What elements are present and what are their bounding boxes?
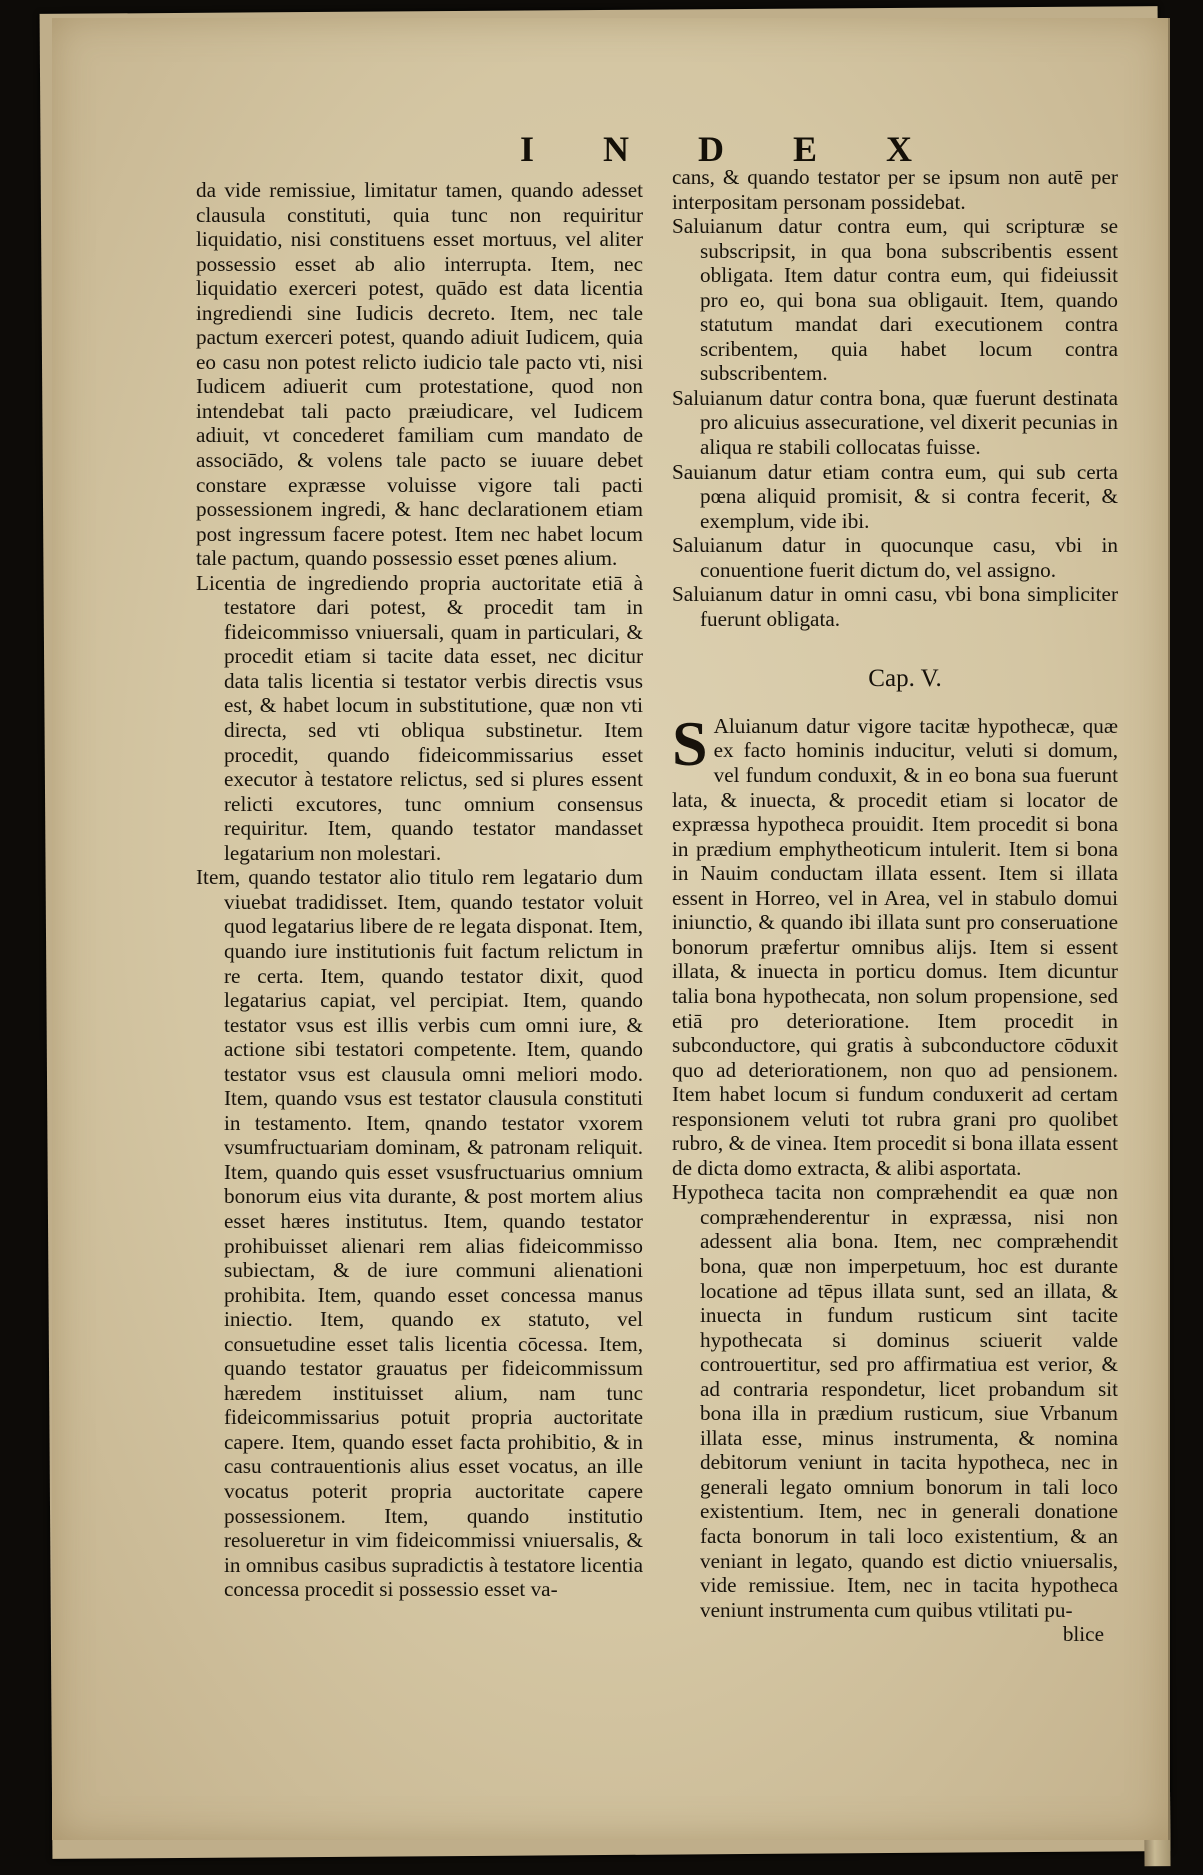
index-entry: Saluianum datur contra eum, qui scripturæ se subscripsit, in qua bona subscribentis essent obligata. Item datur contra eum, qui fideiussit pro eo, qui bona sua obligauit. Item, quando statutum mandat dari executionem contra scribentem, quia habet locum contra subscribentem. — [672, 214, 1118, 386]
index-entry: da vide remissiue, limitatur tamen, quando adesset clausula constituti, quia tunc non requiritur liquidatio, nisi constituens esset mortuus, vel aliter possessio esset ab alio interrupta. Item, nec liquidatio exerceri potest, quādo est data licentia ingrediendi sine Iudicis decreto. Item, nec tale pactum exerceri potest, quando adiuit Iudicem, quia eo casu non potest relicto iudicio tale pacto vti, nisi Iudicem adiuerit cum protestatione, quod non intendebat tali pacto præiudicare, vel Iudicem adiuit, vt concederet familiam cum mandato de associādo, & volens tale pacto se iuuare debet constare expræsse voluisse vigore tali pacti possessionem ingredi, & hanc declarationem etiam post ingressum facere potest. Item nec habet locum tale pactum, quando possessio esset pœnes alium. — [196, 178, 643, 571]
index-entry: Sauianum datur etiam contra eum, qui sub certa pœna aliquid promisit, & si contra fecerit, & exemplum, vide ibi. — [672, 459, 1118, 533]
chapter-first-text: Aluianum datur vigore tacitæ hypothecæ, quæ ex facto hominis inducitur, veluti si domum, vel fundum conduxit, & in eo bona sua fuerunt lata, & inuecta, & procedit etiam si locator de expræssa hypotheca prouidit. Item procedit si bona in prædium emphytheoticum intulerit. Item si bona in Nauim conductam illata essent. Item si illata essent in Horreo, vel in Area, vel in stabulo domui iniunctio, & quando ibi illata sunt pro conseruatione bonorum præfertur omnibus alijs. Item si essent illata, & inuecta in porticu domus. Item dicuntur talia bona hypothecata, non solum propensione, sed etiā pro deterioratione. Item procedit in subconductore, qui gratis à subconductore cōduxit quo ad deteriorationem, non quo ad pensionem. Item habet locum si fundum conduxerit ad certam responsionem veluti tot rubra grani pro quolibet rubro, & de vinea. Item procedit si bona illata essent de dicta domo extracta, & alibi asportata. — [672, 713, 1118, 1180]
index-entry: Saluianum datur in omni casu, vbi bona simpliciter fuerunt obligata. — [672, 582, 1118, 631]
index-heading: I N D E X — [520, 129, 943, 169]
index-entry: Hypotheca tacita non compræhendit ea quæ non compræhenderentur in expræssa, nisi non adessent alia bona. Item, nec compræhendit bona, quæ non imperpetuum, hoc est durante locatione ad tēpus illata sunt, sed an illata, & inuecta in fundum rusticum sint tacite hypothecata si dominus sciuerit valde controuertitur, sed pro affirmatiua est verior, & ad contraria respondetur, licet probandum sit bona illa in prædium rusticum, siue Vrbanum illata esse, minus instrumenta, & nomina debitorum veniunt in tacita hypotheca, nec in generali legato omnium bonorum in tali loco existentium. Item, nec in generali donatione facta bonorum in tali loco existentium, & an veniant in legato, quando est dictio vniuersalis, vide remissiue. Item, nec in tacita hypotheca veniunt instrumenta cum quibus vtilitati pu- — [672, 1180, 1118, 1622]
index-entry: Saluianum datur in quocunque casu, vbi in conuentione fuerit dictum do, vel assigno. — [672, 533, 1118, 582]
index-entry: Licentia de ingrediendo propria auctoritate etiā à testatore dari potest, & procedit tam in fideicommisso vniuersali, quam in particulari, & procedit etiam si tacite data esset, nec dicitur data talis licentia si testator verbis directis vsus est, & habet locum in substitutione, quæ non vti directa, sed vti obliqua substinetur. Item procedit, quando fideicommissarius esset executor à testatore relictus, sed si plures essent relicti excutores, tunc omnium consensus requiritur. Item, quando testator mandasset legatarium non molestari. — [196, 570, 643, 865]
drop-cap: S — [672, 707, 708, 779]
index-entry: Item, quando testator alio titulo rem legatario dum viuebat tradidisset. Item, quando testator voluit quod legatarius libere de re legata disponat. Item, quando iure institutionis fuit factum relictum in re certa. Item, quando testator dixit, quod legatarius capiat, vel percipiat. Item, quando testator vsus est illis verbis cum omni iure, & actione sibi testatori competente. Item, quando testator vsus est clausula omni meliori modo. Item, quando vsus est testator clausula constituti in testamento. Item, qnando testator vxorem vsumfructuariam dominam, & patronam reliquit. Item, quando quis esset vsusfructuarius omnium bonorum eius vita durante, & post mortem alius esset hæres institutus. Item, quando testator prohibuisset alienari rem alias fideicommisso subiectam, & de iure communi alienationi prohibita. Item, quando esset concessa manus iniectio. Item, quando ex statuto, vel consuetudine esset talis licentia cōcessa. Item, quando testator grauatus per fideicommissum hæredem instituisset alium, nam tunc fideicommissarius potuit propria auctoritate capere. Item, quando esset facta prohibitio, & in casu contrauentionis alius esset vocatus, an ille vocatus poterit propria auctoritate capere possessionem. Item, quando institutio resolueretur in vim fideicommissi vniuersalis, & in omnibus casibus supradictis à testatore licentia concessa procedit si possessio esset va- — [196, 865, 643, 1602]
right-column — [672, 165, 1118, 1647]
index-entry: Saluianum datur contra bona, quæ fuerunt destinata pro alicuius assecuratione, vel dixerit pecunias in aliqua re stabili collocatas fuisse. — [672, 385, 1118, 460]
catchword: blice — [1062, 1622, 1104, 1647]
chapter-first-paragraph — [672, 707, 1118, 1180]
chapter-title: Cap. V. — [868, 665, 942, 693]
index-entry: cans, & quando testator per se ipsum non autē per interpositam personam possidebat. — [672, 165, 1118, 214]
left-column — [196, 178, 643, 1602]
